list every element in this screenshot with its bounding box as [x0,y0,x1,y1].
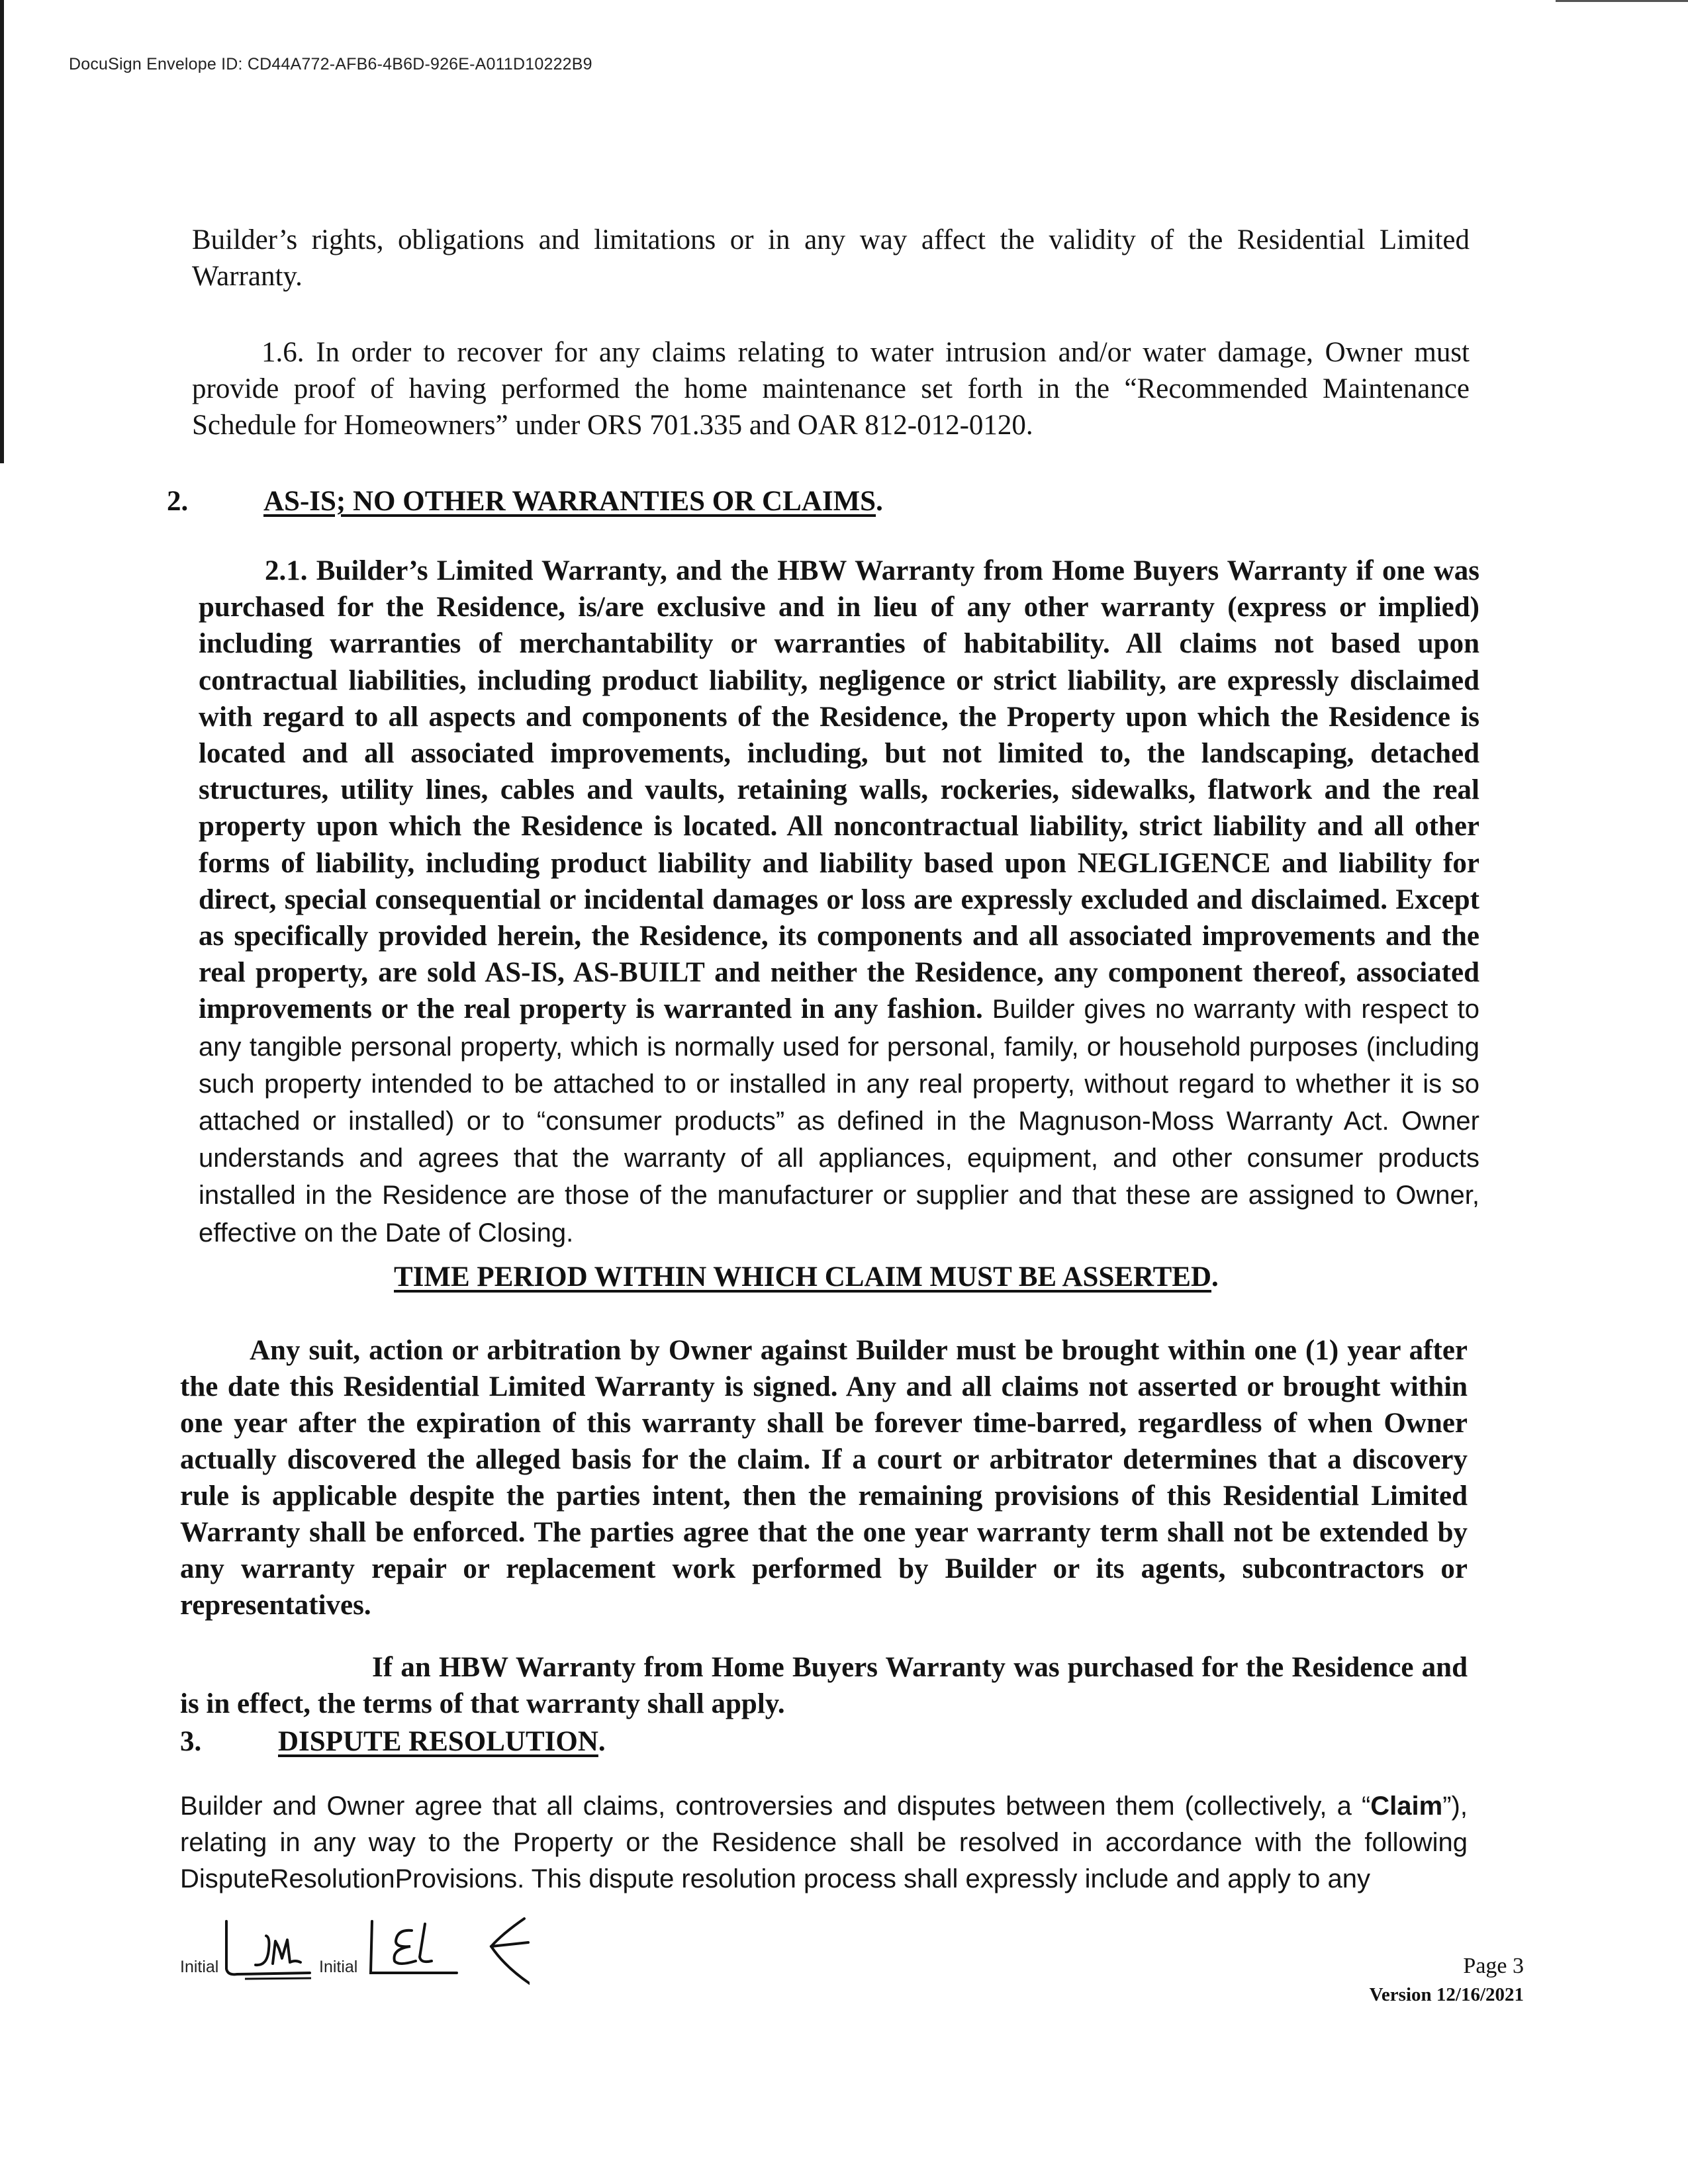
section-2-heading [263,483,883,520]
version-date: Version 12/16/2021 [1369,1984,1524,2005]
section-3-body-part1: Builder and Owner agree that all claims, controversies and disputes between them (collectively, a “ [180,1792,1371,1821]
section-2-1-bold: 2.1. Builder’s Limited Warranty, and the HBW Warranty from Home Buyers Warranty if one was purchased for the Residence, is/are exclusive and in lieu of any other warranty (express or implied) including warranties of merchantability or warranties of habitability. All claims not based upon contractual liabilities, including product liability, negligence or strict liability, are expressly disclaimed with regard to all aspects and components of the Residence, the Property upon which the Residence is located and all associated improvements, including, but not limited to, the landscaping, detached structures, utility lines, cables and vaults, retaining walls, rockeries, sidewalks, flatwork and the real property upon which the Residence is located. All noncontractual liability, strict liability and all other forms of liability, including product liability and liability based upon NEGLIGENCE and liability for direct, special consequential or incidental damages or loss are expressly excluded and disclaimed. Except as specifically provided herein, the Residence, its components and all associated improvements and the real property, are sold AS-IS, AS-BUILT and neither the Residence, any component thereof, associated improvements or the real property is warranted in any fashion. [199,555,1479,1025]
section-2-number: 2. [167,486,189,517]
initials-jm-signature [256,1936,301,1965]
arrow-icon [491,1919,530,1983]
section-3-body-part2: ”), relating in any way to the Property or the Residence shall be resolved in accordance with the following DisputeResolutionProvisions. This dispute resolution process shall expressly include and apply to any [180,1792,1468,1893]
handwritten-initials [218,1909,530,1992]
time-period-title: TIME PERIOD WITHIN WHICH CLAIM MUST BE ASSERTED [394,1261,1212,1293]
section-2-title-suffix: . [876,486,883,517]
time-period-heading [394,1259,1219,1295]
section-3-title-suffix: . [598,1726,606,1757]
scan-edge-top [1556,0,1688,2]
section-2-1 [199,553,1479,1251]
initial-label-1: Initial [180,1958,219,1976]
section-3-heading [278,1723,606,1760]
claim-term: Claim [1370,1792,1443,1821]
section-2-1-regular: Builder gives no warranty with respect to any tangible personal property, which is normally used for personal, family, or household purposes (including such property intended to be attached to or installed in any real property, without regard to whether it is so attached or installed) or to “consumer products” as defined in the Magnuson-Moss Warranty Act. Owner understands and agrees that the warranty of all appliances, equipment, and other consumer products installed in the Residence are those of the manufacturer or supplier and that these are assigned to Owner, effective on the Date of Closing. [199,995,1479,1248]
scan-edge-left [0,0,4,463]
envelope-id: DocuSign Envelope ID: CD44A772-AFB6-4B6D-926E-A011D10222B9 [69,55,592,73]
initial-underline-1 [245,1978,311,1979]
initials-el-signature [395,1924,432,1964]
intro-continuation: Builder’s rights, obligations and limitations or in any way affect the validity of the Residential Limited Warranty. [192,224,1470,292]
hbw-paragraph: If an HBW Warranty from Home Buyers Warranty was purchased for the Residence and is in effect, the terms of that warranty shall apply. [180,1652,1468,1719]
section-3-number: 3. [180,1726,202,1757]
initial-label-2: Initial [319,1958,358,1976]
page-number: Page 3 [1463,1954,1524,1978]
section-3-body [180,1788,1468,1897]
section-3-title: DISPUTE RESOLUTION [278,1726,598,1757]
section-1-6: 1.6. In order to recover for any claims relating to water intrusion and/or water damage, Owner must provide proof of having performed the home maintenance set forth in the “Recommended Maintenance Schedule for Homeowners” under ORS 701.335 and OAR 812-012-0120. [192,337,1470,441]
initial-bracket-2 [371,1921,457,1973]
time-period-title-suffix: . [1211,1261,1219,1293]
time-period-body: Any suit, action or arbitration by Owner against Builder must be brought within one (1) year after the date this Residential Limited Warranty is signed. Any and all claims not asserted or brought within one year after the expiration of this warranty shall be forever time-barred, regardless of when Owner actually discovered the alleged basis for the claim. If a court or arbitrator determines that a discovery rule is applicable despite the parties intent, then the remaining provisions of this Residential Limited Warranty shall be enforced. The parties agree that the one year warranty term shall not be extended by any warranty repair or replacement work performed by Builder or its agents, subcontractors or representatives. [180,1335,1468,1621]
section-2-title: AS-IS; NO OTHER WARRANTIES OR CLAIMS [263,486,876,517]
